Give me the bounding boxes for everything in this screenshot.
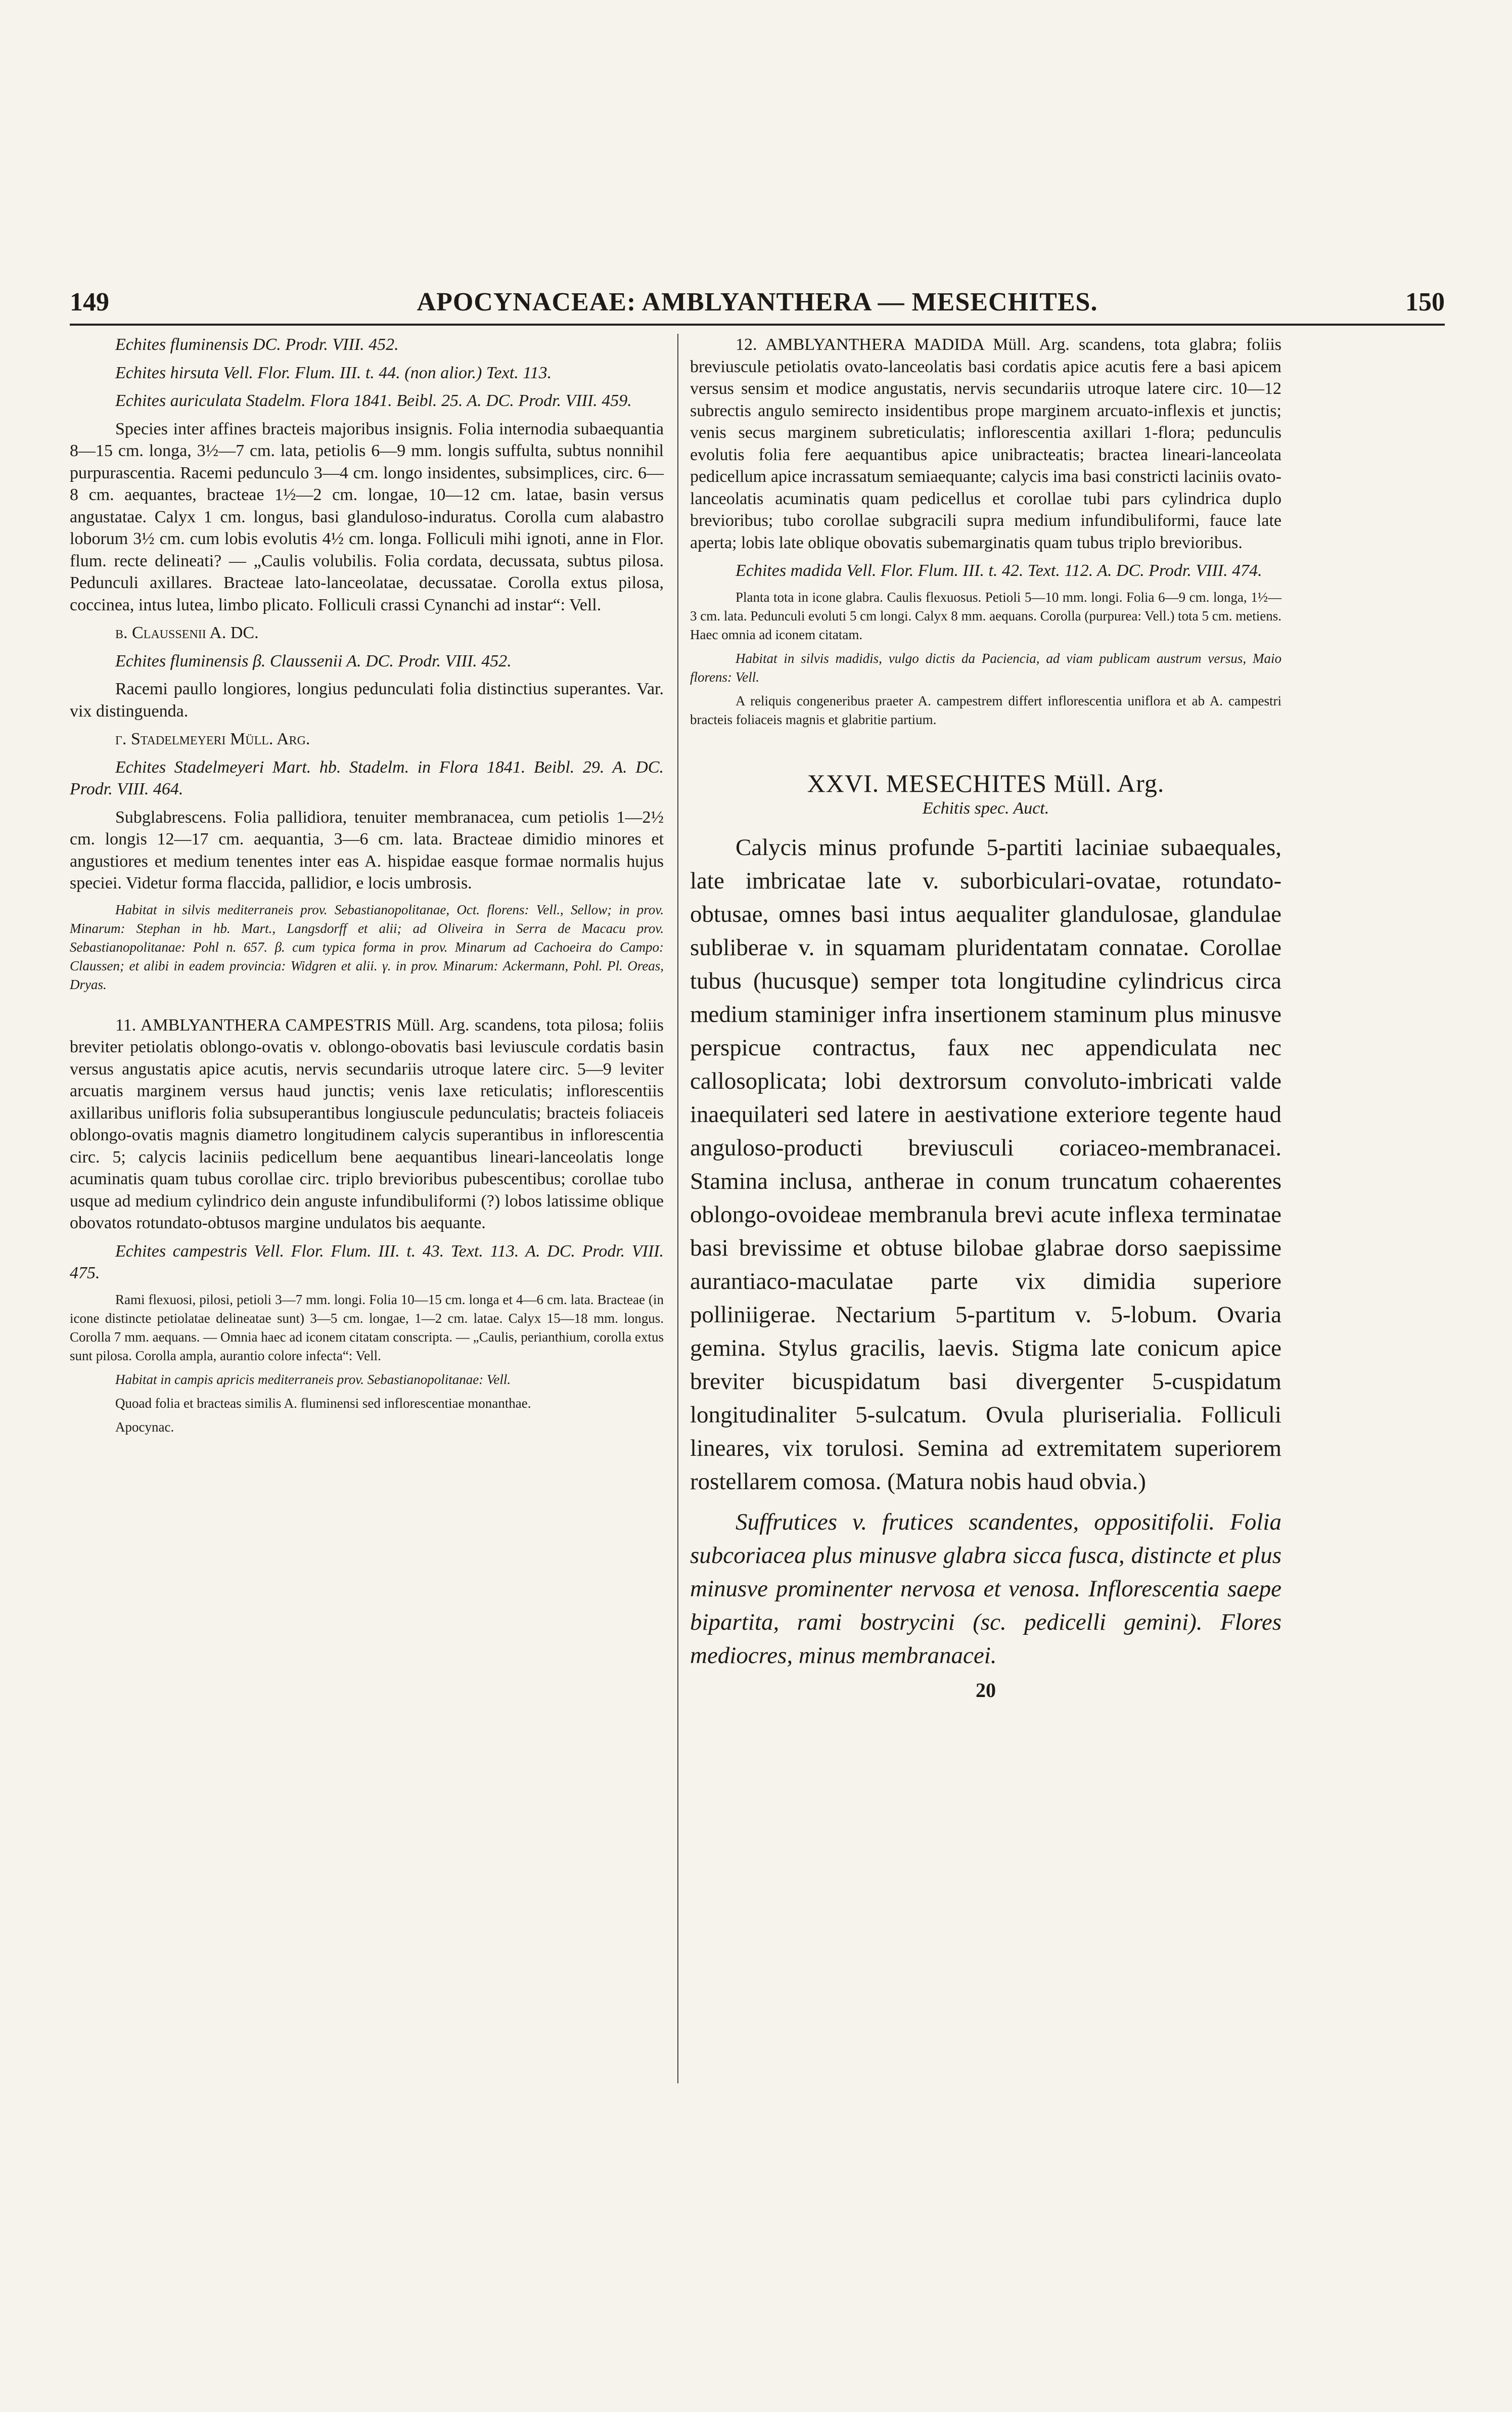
species-notes: Planta tota in icone glabra. Caulis flexuosus. Petioli 5—10 mm. longi. Folia 6—9 cm. longa, 1½—3 cm. lata. Pedunculi evoluti 5 cm longi. Calyx 8 mm. aequans. Corolla (purpurea: Vell.) tota 5 cm. metiens. Haec omnia ad iconem citatam. [690,589,1281,642]
genus-subtitle: Echitis spec. Auct. [922,799,1049,818]
header-rule [70,324,1445,326]
sheet-signature: Apocynac. [115,1419,174,1435]
habitat-text: Habitat in silvis madidis, vulgo dictis da Paciencia, ad viam publicam austrum versus, Maio florens: Vell. [690,650,1281,685]
sheet-number: 20 [976,1678,996,1702]
synonym: Echites hirsuta Vell. Flor. Flum. III. t. 44. (non alior.) Text. 113. [115,363,552,382]
synonym: Echites auriculata Stadelm. Flora 1841. Beibl. 25. A. DC. Prodr. VIII. 459. [115,391,632,410]
left-page-number: 149 [70,288,109,317]
habitat-text: Habitat in silvis mediterraneis prov. Sebastianopolitanae, Oct. florens: Vell., Sellow; in prov. Minarum: Stephan in hb. Mart., Langsdorff et alii; ad Oliveira in Serra de Macacu prov. Sebastianopolitanae: Pohl n. 657. β. cum typica forma in prov. Minarum ad Cachoeira do Campo: Claussen; et alibi in eadem provincia: Widgren et alii. γ. in prov. Minarum: Ackermann, Pohl. Pl. Oreas, Dryas. [70,902,664,992]
comparison-note: Quoad folia et bracteas similis A. fluminensi sed inflorescentiae monanthae. [115,1395,531,1411]
right-column [690,334,1281,1701]
right-page-number: 150 [1405,288,1445,317]
genus-description: Calycis minus profunde 5-partiti laciniae subaequales, late imbricatae late v. suborbiculari-ovatae, rotundato-obtusae, omnes basi intus aequaliter glandulosae, glandulae subliberae v. in squamam pluridentatam connatae. Corollae tubus (hucusque) semper tota longitudine cylindricus circa medium staminiger infra insertionem staminum plus minusve perspicue contractus, faux nec appendiculata nec callosoplicata; lobi dextrorsum convoluto-imbricati valde inaequilateri sed latere in aestivatione exteriore tegente haud anguloso-producti breviusculi coriaceo-membranacei. Stamina inclusa, antherae in conum truncatum cohaerentes oblongo-ovoideae membranula brevi acute inflexa terminatae basi brevissime et obtuse bilobae glabrae dorso saepissime aurantiaco-maculatae parte vix dimidia superiore polliniigerae. Nectarium 5-partitum v. 5-lobum. Ovaria gemina. Stylus gracilis, laevis. Stigma late conicum apice breviter bicuspidatum basi divergenter 5-cuspidatum longitudinaliter 5-sulcatum. Ovula pluriserialia. Folliculi lineares, vix torulosi. Semina ad extremitatem superiorem rostellarem comosa. (Matura nobis haud obvia.) [690,834,1281,1495]
synonym: Echites campestris Vell. Flor. Flum. III. t. 43. Text. 113. A. DC. Prodr. VIII. 475. [70,1241,664,1282]
comparison-note: A reliquis congeneribus praeter A. campestrem differt inflorescentia uniflora et ab A. campestri bracteis foliaceis magnis et glabritie partium. [690,693,1281,727]
species-notes: Rami flexuosi, pilosi, petioli 3—7 mm. longi. Folia 10—15 cm. longa et 4—6 cm. lata. Bracteae (in icone distincte petiolatae delineatae sunt) 3—5 cm. longae, 1—2 cm. latae. Calyx 15—18 mm. longus. Corolla 7 mm. aequans. — Omnia haec ad iconem citatam conscripta. — „Caulis, perianthium, corolla extus sunt pilosa. Corolla ampla, aurantio colore infecta“: Vell. [70,1291,664,1363]
variety-description: Subglabrescens. Folia pallidiora, tenuiter membranacea, cum petiolis 1—2½ cm. longis 12—17 cm. aequantia, 3—6 cm. lata. Bracteae dimidio minores et angustiores et medium tenentes inter eas A. hispidae easque formae normalis hujus speciei. Videtur forma flaccida, pallidior, e locis umbrosis. [70,808,664,892]
column-divider [677,334,678,2083]
variety-description: Racemi paullo longiores, longius pedunculati folia distinctius superantes. Var. vix distinguenda. [70,680,664,721]
synonym: Echites fluminensis DC. Prodr. VIII. 452. [115,335,399,354]
synonym: Echites Stadelmeyeri Mart. hb. Stadelm. in Flora 1841. Beibl. 29. A. DC. Prodr. VIII. 464. [70,757,664,798]
synonym: Echites madida Vell. Flor. Flum. III. t. 42. Text. 112. A. DC. Prodr. VIII. 474. [736,561,1262,580]
species-diagnosis: 11. AMBLYANTHERA CAMPESTRIS Müll. Arg. scandens, tota pilosa; foliis breviter petiolatis oblongo-ovatis v. oblongo-obovatis basi leviuscule cordatis basin versus angustatis apice acutis, nervis secundariis utroque latere circ. 5—9 leviter arcuatis marginem versus haud junctis; venis laxe reticulatis; inflorescentiis axillaribus unifloris folia subsuperantibus longiuscule pedunculatis; bracteis foliaceis oblongo-ovatis magnis diametro longitudinem calycis superantibus in inflorescentia circ. 5; calycis laciniis pedicellum bene aequantibus lineari-lanceolatis longe acuminatis quam tubus corollae circ. triplo brevioribus pubescentibus; corollae tubo usque ad medium cylindrico dein anguste infundibuliformi (?) lobos latissime oblique obovatos rotundato-obtusos margine undulatos bis aequante. [70,1015,664,1232]
synonym: Echites fluminensis β. Claussenii A. DC. Prodr. VIII. 452. [115,651,512,671]
left-column [70,334,664,1442]
running-header [70,287,1445,328]
genus-title: XXVI. MESECHITES Müll. Arg. [807,769,1165,797]
habitat-text: Habitat in campis apricis mediterraneis prov. Sebastianopolitanae: Vell. [115,1371,511,1387]
species-diagnosis: 12. AMBLYANTHERA MADIDA Müll. Arg. scandens, tota glabra; foliis breviuscule petiolatis ovato-lanceolatis basi cordatis apice acutis fere a basi apicem versus sensim et modice angustatis, nervis secundariis utroque latere circ. 10—12 subrectis angulo semirecto insidentibus prope marginem arcuato-inflexis et junctis; venis secus marginem subreticulatis; inflorescentia axillari 1-flora; pedunculis evolutis folia fere aequantibus apice unibracteatis; bractea lineari-lanceolata pedicellum apice incrassatum semiaequante; calycis ima basi constricti laciniis ovato-lanceolatis acuminatis quam pedicellus et corollae tubi pars cylindrica duplo brevioribus; tubo corollae subgracili supra medium infundibuliformi, fauce late aperta; lobis late oblique obovatis subemarginatis quam tubus triplo brevioribus. [690,335,1281,552]
variety-heading: β. Claussenii A. DC. [115,623,259,642]
genus-habit: Suffrutices v. frutices scandentes, oppositifolii. Folia subcoriacea plus minusve glabra sicca fusca, distincte et plus minusve prominenter nervosa et venosa. Inflorescentia saepe bipartita, rami bostrycini (sc. pedicelli gemini). Flores mediocres, minus membranacei. [690,1508,1281,1669]
species-description: Species inter affines bracteis majoribus insignis. Folia internodia subaequantia 8—15 cm. longa, 3½—7 cm. lata, petiolis 6—9 mm. longis suffulta, subtus nonnihil purpurascentia. Racemi pedunculo 3—4 cm. longo insidentes, subsimplices, circ. 6—8 cm. aequantes, bracteae 1½—2 cm. longae, 10—12 cm. latae, basin versus angustatae. Calyx 1 cm. longus, basi glanduloso-induratus. Corolla cum alabastro loborum 3½ cm. cum lobis evolutis 4½ cm. longa. Folliculi mihi ignoti, anne in Flor. flum. recte delineati? — „Caulis volubilis. Folia cordata, decussata, subtus pilosa. Pedunculi axillares. Bracteae lato-lanceolatae, decussatae. Corolla extus pilosa, coccinea, intus lutea, limbo plicato. Folliculi crassi Cynanchi ad instar“: Vell. [70,419,664,614]
variety-heading: γ. Stadelmeyeri Müll. Arg. [115,730,310,748]
running-title: APOCYNACEAE: AMBLYANTHERA — MESECHITES. [417,288,1098,317]
